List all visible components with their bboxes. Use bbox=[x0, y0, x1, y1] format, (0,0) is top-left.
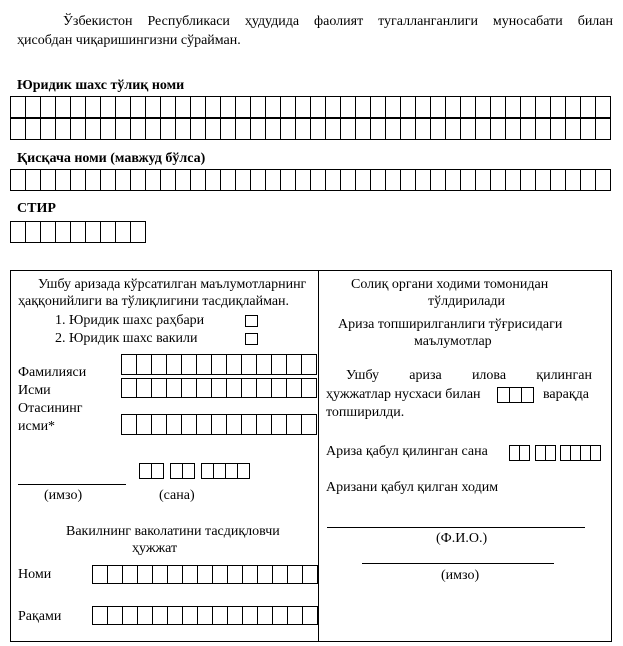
char-cell[interactable] bbox=[243, 606, 258, 625]
char-cell[interactable] bbox=[183, 606, 198, 625]
info-title-2: маълумотлар bbox=[414, 334, 492, 349]
char-cell[interactable] bbox=[152, 463, 164, 479]
char-cell[interactable] bbox=[566, 96, 581, 118]
char-cell[interactable] bbox=[401, 169, 416, 191]
char-cell[interactable] bbox=[183, 565, 198, 584]
short-name-row[interactable] bbox=[10, 169, 611, 191]
patronymic-label: Отасининг bbox=[18, 401, 83, 416]
char-cell[interactable] bbox=[236, 96, 251, 118]
char-cell[interactable] bbox=[146, 96, 161, 118]
char-cell[interactable] bbox=[71, 96, 86, 118]
char-cell[interactable] bbox=[510, 387, 522, 403]
employee-signature-caption: (имзо) bbox=[441, 568, 480, 583]
char-cell[interactable] bbox=[238, 463, 250, 479]
name-cells[interactable] bbox=[121, 378, 317, 398]
char-cell[interactable] bbox=[272, 354, 287, 375]
char-cell[interactable] bbox=[506, 169, 521, 191]
char-cell[interactable] bbox=[341, 96, 356, 118]
char-cell[interactable] bbox=[520, 445, 530, 461]
char-cell[interactable] bbox=[266, 118, 281, 140]
char-cell[interactable] bbox=[416, 169, 431, 191]
intro-line-2: ҳисобдан чиқаришингизни сўрайман. bbox=[17, 33, 241, 48]
char-cell[interactable] bbox=[116, 221, 131, 243]
submission-line-3: топширилди. bbox=[326, 405, 405, 420]
char-cell[interactable] bbox=[206, 96, 221, 118]
char-cell[interactable] bbox=[258, 565, 273, 584]
char-cell[interactable] bbox=[41, 118, 56, 140]
char-cell[interactable] bbox=[296, 169, 311, 191]
char-cell[interactable] bbox=[591, 445, 601, 461]
char-cell[interactable] bbox=[183, 463, 195, 479]
sheet-count-cells[interactable] bbox=[497, 387, 534, 403]
full-name-row-1[interactable] bbox=[10, 96, 611, 118]
char-cell[interactable] bbox=[251, 96, 266, 118]
char-cell[interactable] bbox=[258, 606, 273, 625]
char-cell[interactable] bbox=[371, 118, 386, 140]
char-cell[interactable] bbox=[303, 606, 318, 625]
char-cell[interactable] bbox=[257, 354, 272, 375]
char-cell[interactable] bbox=[596, 96, 611, 118]
char-cell[interactable] bbox=[476, 169, 491, 191]
char-cell[interactable] bbox=[116, 169, 131, 191]
intro-line-1: Ўзбекистон Республикаси ҳудудида фаолият тугалланганлиги муносабати билан bbox=[63, 14, 613, 29]
char-cell[interactable] bbox=[221, 118, 236, 140]
char-cell[interactable] bbox=[476, 96, 491, 118]
char-cell[interactable] bbox=[41, 221, 56, 243]
info-title-1: Ариза топширилганлиги тўғрисидаги bbox=[338, 317, 563, 332]
char-cell[interactable] bbox=[551, 118, 566, 140]
char-cell[interactable] bbox=[326, 169, 341, 191]
char-cell[interactable] bbox=[221, 96, 236, 118]
char-cell[interactable] bbox=[416, 118, 431, 140]
char-cell[interactable] bbox=[182, 378, 197, 398]
char-cell[interactable] bbox=[212, 378, 227, 398]
char-cell[interactable] bbox=[266, 96, 281, 118]
char-cell[interactable] bbox=[182, 414, 197, 435]
char-cell[interactable] bbox=[521, 96, 536, 118]
char-cell[interactable] bbox=[287, 414, 302, 435]
char-cell[interactable] bbox=[137, 378, 152, 398]
char-cell[interactable] bbox=[202, 463, 214, 479]
accepted-day-cells[interactable] bbox=[509, 445, 530, 461]
submission-line-1: Ушбу ариза илова қилинган bbox=[346, 368, 592, 383]
char-cell[interactable] bbox=[56, 118, 71, 140]
char-cell[interactable] bbox=[228, 565, 243, 584]
doc-number-cells[interactable] bbox=[92, 606, 318, 625]
char-cell[interactable] bbox=[26, 221, 41, 243]
char-cell[interactable] bbox=[191, 96, 206, 118]
char-cell[interactable] bbox=[227, 378, 242, 398]
char-cell[interactable] bbox=[326, 118, 341, 140]
char-cell[interactable] bbox=[56, 96, 71, 118]
char-cell[interactable] bbox=[446, 169, 461, 191]
char-cell[interactable] bbox=[152, 378, 167, 398]
char-cell[interactable] bbox=[236, 118, 251, 140]
char-cell[interactable] bbox=[71, 169, 86, 191]
char-cell[interactable] bbox=[213, 606, 228, 625]
char-cell[interactable] bbox=[536, 118, 551, 140]
char-cell[interactable] bbox=[93, 565, 108, 584]
char-cell[interactable] bbox=[140, 463, 152, 479]
surname-cells[interactable] bbox=[121, 354, 317, 375]
char-cell[interactable] bbox=[461, 96, 476, 118]
char-cell[interactable] bbox=[71, 118, 86, 140]
char-cell[interactable] bbox=[131, 96, 146, 118]
char-cell[interactable] bbox=[461, 169, 476, 191]
date-caption: (сана) bbox=[159, 488, 195, 503]
char-cell[interactable] bbox=[476, 118, 491, 140]
char-cell[interactable] bbox=[176, 169, 191, 191]
char-cell[interactable] bbox=[131, 169, 146, 191]
char-cell[interactable] bbox=[581, 96, 596, 118]
char-cell[interactable] bbox=[242, 354, 257, 375]
char-cell[interactable] bbox=[101, 221, 116, 243]
char-cell[interactable] bbox=[356, 118, 371, 140]
char-cell[interactable] bbox=[566, 169, 581, 191]
char-cell[interactable] bbox=[176, 118, 191, 140]
char-cell[interactable] bbox=[311, 96, 326, 118]
accepted-date-label: Ариза қабул қилинган сана bbox=[326, 444, 488, 459]
char-cell[interactable] bbox=[281, 96, 296, 118]
char-cell[interactable] bbox=[116, 96, 131, 118]
option-director: 1. Юридик шахс раҳбари bbox=[55, 313, 205, 328]
char-cell[interactable] bbox=[198, 606, 213, 625]
doc-title-1: Вакилнинг ваколатини тасдиқловчи bbox=[66, 524, 280, 539]
full-name-row-2[interactable] bbox=[10, 118, 611, 140]
char-cell[interactable] bbox=[56, 169, 71, 191]
char-cell[interactable] bbox=[386, 96, 401, 118]
char-cell[interactable] bbox=[551, 96, 566, 118]
char-cell[interactable] bbox=[491, 96, 506, 118]
char-cell[interactable] bbox=[491, 118, 506, 140]
doc-name-cells[interactable] bbox=[92, 565, 318, 584]
char-cell[interactable] bbox=[101, 169, 116, 191]
char-cell[interactable] bbox=[491, 169, 506, 191]
char-cell[interactable] bbox=[86, 118, 101, 140]
char-cell[interactable] bbox=[122, 378, 137, 398]
char-cell[interactable] bbox=[581, 169, 596, 191]
doc-number-label: Рақами bbox=[18, 609, 62, 624]
char-cell[interactable] bbox=[386, 169, 401, 191]
char-cell[interactable] bbox=[206, 118, 221, 140]
char-cell[interactable] bbox=[341, 169, 356, 191]
char-cell[interactable] bbox=[138, 565, 153, 584]
char-cell[interactable] bbox=[122, 414, 137, 435]
char-cell[interactable] bbox=[272, 378, 287, 398]
employee-signature-line[interactable] bbox=[362, 563, 554, 564]
char-cell[interactable] bbox=[257, 378, 272, 398]
char-cell[interactable] bbox=[596, 118, 611, 140]
char-cell[interactable] bbox=[522, 387, 534, 403]
char-cell[interactable] bbox=[498, 387, 510, 403]
char-cell[interactable] bbox=[108, 565, 123, 584]
char-cell[interactable] bbox=[581, 445, 591, 461]
char-cell[interactable] bbox=[191, 169, 206, 191]
char-cell[interactable] bbox=[356, 96, 371, 118]
char-cell[interactable] bbox=[227, 414, 242, 435]
char-cell[interactable] bbox=[153, 606, 168, 625]
submission-line-2a: ҳужжатлар нусхаси билан bbox=[326, 387, 481, 402]
char-cell[interactable] bbox=[56, 221, 71, 243]
char-cell[interactable] bbox=[161, 96, 176, 118]
patronymic-label-2: исми* bbox=[18, 419, 56, 434]
char-cell[interactable] bbox=[161, 169, 176, 191]
right-header-1: Солиқ органи ходими томонидан bbox=[351, 277, 549, 292]
char-cell[interactable] bbox=[41, 96, 56, 118]
accepted-year-cells[interactable] bbox=[560, 445, 601, 461]
char-cell[interactable] bbox=[138, 606, 153, 625]
char-cell[interactable] bbox=[226, 463, 238, 479]
char-cell[interactable] bbox=[551, 169, 566, 191]
employee-name-line[interactable] bbox=[327, 527, 585, 528]
char-cell[interactable] bbox=[71, 221, 86, 243]
char-cell[interactable] bbox=[131, 221, 146, 243]
char-cell[interactable] bbox=[251, 118, 266, 140]
doc-name-label: Номи bbox=[18, 567, 52, 582]
char-cell[interactable] bbox=[137, 414, 152, 435]
char-cell[interactable] bbox=[401, 96, 416, 118]
short-name-label: Қисқача номи (мавжуд бўлса) bbox=[17, 151, 206, 166]
char-cell[interactable] bbox=[228, 606, 243, 625]
accepted-month-cells[interactable] bbox=[535, 445, 556, 461]
char-cell[interactable] bbox=[506, 118, 521, 140]
char-cell[interactable] bbox=[182, 354, 197, 375]
char-cell[interactable] bbox=[371, 169, 386, 191]
char-cell[interactable] bbox=[431, 118, 446, 140]
char-cell[interactable] bbox=[86, 169, 101, 191]
char-cell[interactable] bbox=[101, 96, 116, 118]
char-cell[interactable] bbox=[11, 221, 26, 243]
char-cell[interactable] bbox=[510, 445, 520, 461]
char-cell[interactable] bbox=[431, 169, 446, 191]
char-cell[interactable] bbox=[386, 118, 401, 140]
date-day-cells[interactable] bbox=[139, 463, 164, 479]
char-cell[interactable] bbox=[197, 414, 212, 435]
director-checkbox[interactable] bbox=[245, 315, 258, 327]
char-cell[interactable] bbox=[198, 565, 213, 584]
char-cell[interactable] bbox=[123, 565, 138, 584]
char-cell[interactable] bbox=[506, 96, 521, 118]
char-cell[interactable] bbox=[311, 169, 326, 191]
char-cell[interactable] bbox=[371, 96, 386, 118]
char-cell[interactable] bbox=[273, 606, 288, 625]
date-month-cells[interactable] bbox=[170, 463, 195, 479]
char-cell[interactable] bbox=[206, 169, 221, 191]
char-cell[interactable] bbox=[242, 378, 257, 398]
char-cell[interactable] bbox=[281, 118, 296, 140]
char-cell[interactable] bbox=[401, 118, 416, 140]
char-cell[interactable] bbox=[303, 565, 318, 584]
confirm-line-1: Ушбу аризада кўрсатилган маълумотларнинг bbox=[38, 277, 307, 292]
char-cell[interactable] bbox=[536, 445, 546, 461]
char-cell[interactable] bbox=[296, 96, 311, 118]
char-cell[interactable] bbox=[171, 463, 183, 479]
submission-line-2b: варақда bbox=[543, 387, 589, 402]
char-cell[interactable] bbox=[167, 414, 182, 435]
char-cell[interactable] bbox=[356, 169, 371, 191]
char-cell[interactable] bbox=[146, 169, 161, 191]
char-cell[interactable] bbox=[521, 169, 536, 191]
char-cell[interactable] bbox=[122, 354, 137, 375]
char-cell[interactable] bbox=[596, 169, 611, 191]
char-cell[interactable] bbox=[281, 169, 296, 191]
char-cell[interactable] bbox=[571, 445, 581, 461]
char-cell[interactable] bbox=[93, 606, 108, 625]
char-cell[interactable] bbox=[296, 118, 311, 140]
char-cell[interactable] bbox=[326, 96, 341, 118]
char-cell[interactable] bbox=[257, 414, 272, 435]
char-cell[interactable] bbox=[41, 169, 56, 191]
surname-label: Фамилияси bbox=[18, 365, 87, 380]
char-cell[interactable] bbox=[251, 169, 266, 191]
char-cell[interactable] bbox=[561, 445, 571, 461]
char-cell[interactable] bbox=[521, 118, 536, 140]
char-cell[interactable] bbox=[536, 96, 551, 118]
char-cell[interactable] bbox=[566, 118, 581, 140]
char-cell[interactable] bbox=[197, 354, 212, 375]
char-cell[interactable] bbox=[86, 96, 101, 118]
patronymic-cells[interactable] bbox=[121, 414, 317, 435]
char-cell[interactable] bbox=[26, 118, 41, 140]
char-cell[interactable] bbox=[168, 565, 183, 584]
char-cell[interactable] bbox=[152, 414, 167, 435]
char-cell[interactable] bbox=[26, 169, 41, 191]
char-cell[interactable] bbox=[461, 118, 476, 140]
char-cell[interactable] bbox=[11, 118, 26, 140]
stir-cells[interactable] bbox=[10, 221, 146, 243]
char-cell[interactable] bbox=[272, 414, 287, 435]
employee-label: Аризани қабул қилган ходим bbox=[326, 480, 499, 495]
confirm-line-2: ҳаққонийлиги ва тўлиқлигини тасдиқлайман. bbox=[18, 294, 290, 309]
char-cell[interactable] bbox=[153, 565, 168, 584]
char-cell[interactable] bbox=[273, 565, 288, 584]
char-cell[interactable] bbox=[214, 463, 226, 479]
char-cell[interactable] bbox=[123, 606, 138, 625]
fio-caption: (Ф.И.О.) bbox=[436, 531, 488, 546]
char-cell[interactable] bbox=[236, 169, 251, 191]
char-cell[interactable] bbox=[26, 96, 41, 118]
char-cell[interactable] bbox=[341, 118, 356, 140]
char-cell[interactable] bbox=[446, 118, 461, 140]
char-cell[interactable] bbox=[86, 221, 101, 243]
char-cell[interactable] bbox=[161, 118, 176, 140]
char-cell[interactable] bbox=[212, 354, 227, 375]
char-cell[interactable] bbox=[288, 565, 303, 584]
char-cell[interactable] bbox=[191, 118, 206, 140]
signature-caption: (имзо) bbox=[44, 488, 83, 503]
char-cell[interactable] bbox=[446, 96, 461, 118]
char-cell[interactable] bbox=[546, 445, 556, 461]
char-cell[interactable] bbox=[11, 96, 26, 118]
char-cell[interactable] bbox=[11, 169, 26, 191]
char-cell[interactable] bbox=[242, 414, 257, 435]
column-divider bbox=[318, 270, 319, 642]
representative-checkbox[interactable] bbox=[245, 333, 258, 345]
char-cell[interactable] bbox=[243, 565, 258, 584]
char-cell[interactable] bbox=[176, 96, 191, 118]
char-cell[interactable] bbox=[311, 118, 326, 140]
char-cell[interactable] bbox=[536, 169, 551, 191]
char-cell[interactable] bbox=[227, 354, 242, 375]
option-representative: 2. Юридик шахс вакили bbox=[55, 331, 198, 346]
char-cell[interactable] bbox=[167, 378, 182, 398]
doc-title-2: ҳужжат bbox=[132, 541, 178, 556]
stir-label: СТИР bbox=[17, 201, 56, 216]
char-cell[interactable] bbox=[137, 354, 152, 375]
name-label: Исми bbox=[18, 383, 51, 398]
char-cell[interactable] bbox=[101, 118, 116, 140]
char-cell[interactable] bbox=[131, 118, 146, 140]
char-cell[interactable] bbox=[168, 606, 183, 625]
full-name-label: Юридик шахс тўлиқ номи bbox=[17, 78, 185, 93]
char-cell[interactable] bbox=[287, 354, 302, 375]
char-cell[interactable] bbox=[302, 354, 317, 375]
signature-line[interactable] bbox=[18, 484, 126, 485]
char-cell[interactable] bbox=[167, 354, 182, 375]
char-cell[interactable] bbox=[266, 169, 281, 191]
date-year-cells[interactable] bbox=[201, 463, 250, 479]
char-cell[interactable] bbox=[287, 378, 302, 398]
char-cell[interactable] bbox=[152, 354, 167, 375]
char-cell[interactable] bbox=[581, 118, 596, 140]
char-cell[interactable] bbox=[146, 118, 161, 140]
char-cell[interactable] bbox=[213, 565, 228, 584]
char-cell[interactable] bbox=[212, 414, 227, 435]
right-header-2: тўлдирилади bbox=[428, 294, 506, 309]
char-cell[interactable] bbox=[197, 378, 212, 398]
char-cell[interactable] bbox=[116, 118, 131, 140]
char-cell[interactable] bbox=[288, 606, 303, 625]
char-cell[interactable] bbox=[302, 414, 317, 435]
char-cell[interactable] bbox=[302, 378, 317, 398]
char-cell[interactable] bbox=[416, 96, 431, 118]
char-cell[interactable] bbox=[431, 96, 446, 118]
char-cell[interactable] bbox=[108, 606, 123, 625]
char-cell[interactable] bbox=[221, 169, 236, 191]
